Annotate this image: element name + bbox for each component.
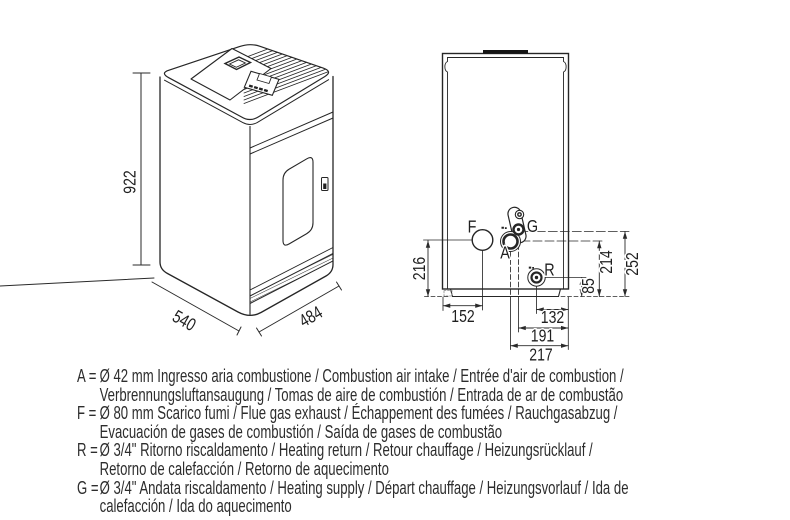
- legend-text-return-line2: Retorno de calefacción / Retorno de aquecimento: [99, 458, 389, 479]
- port-label-supply: G: [526, 216, 539, 237]
- dim-label-depth: 540: [168, 306, 200, 336]
- rear-top-cap: [483, 50, 528, 54]
- isometric-view: [0, 24, 342, 336]
- base-trim-line: [250, 248, 333, 291]
- dimension-depth: [0, 278, 241, 335]
- legend-item-flue: [77, 404, 763, 441]
- supply-tick-marks: [502, 227, 507, 229]
- legend-key-return: R =: [77, 440, 98, 461]
- legend-key-flue: F =: [77, 403, 97, 424]
- rear-inner-left: [445, 58, 448, 290]
- dim-label-return-height: 85: [578, 278, 599, 294]
- legend-key-supply: G =: [77, 477, 99, 498]
- dim-label-supply-from-right: 191: [530, 325, 555, 347]
- port-label-flue: F: [467, 217, 477, 237]
- bracket-bolt-outer: [515, 210, 523, 218]
- port-label-air: A: [500, 243, 510, 263]
- dim-label-flue-from-left: 152: [451, 306, 475, 327]
- legend-item-air: [77, 367, 763, 404]
- dim-label-air-from-right: 217: [529, 344, 553, 365]
- legend-key-air: A =: [77, 366, 97, 386]
- door-handle-latch: [323, 184, 326, 190]
- legend-text-air-line2: Verbrennungsluftansaugung / Tomas de aire de combustión / Entrada de ar de combustão: [99, 384, 624, 405]
- legend-text-flue-line2: Evacuación de gases de combustión / Saída de gases de combustão: [99, 421, 503, 442]
- port-label-return: R: [544, 260, 555, 280]
- rear-inner-right: [564, 58, 567, 290]
- legend-text-supply-line1: Ø 3/4" Andata riscaldamento / Heating supply / Départ chauffage / Heizungsvorlauf / Ida de: [99, 477, 629, 498]
- dim-label-supply-height: 252: [622, 252, 643, 276]
- legend-item-return: [77, 441, 763, 478]
- dim-label-width: 484: [295, 302, 327, 332]
- supply-port-dot: [517, 228, 520, 231]
- legend-text-flue-line1: Ø 80 mm Scarico fumi / Flue gas exhaust / Échappement des fumées / Rauchgasabzug /: [99, 403, 618, 424]
- dim-label-return-from-right: 132: [540, 307, 565, 328]
- dim-label-air-height: 214: [596, 250, 617, 274]
- legend-text-supply-line2: calefacción / Ida do aquecimento: [99, 496, 292, 517]
- door-window: [283, 158, 313, 246]
- dim-label-flue-height: 216: [409, 256, 430, 281]
- dimension-overall-height: [133, 73, 150, 265]
- connections-legend: [77, 367, 763, 516]
- dim-label-overall-height: 922: [119, 170, 141, 194]
- rear-base-plate: [451, 289, 561, 297]
- stove-door: [250, 112, 333, 245]
- return-port-dot: [535, 276, 538, 279]
- legend-item-supply: [77, 479, 763, 516]
- legend-text-return-line1: Ø 3/4" Ritorno riscaldamento / Heating return / Retour chauffage / Heizungsrücklauf /: [99, 440, 593, 461]
- legend-text-air-line1: Ø 42 mm Ingresso aria combustione / Combustion air intake / Entrée d'air de combustion /: [99, 366, 624, 386]
- rear-view: [424, 50, 630, 350]
- return-tick-marks: [529, 267, 534, 269]
